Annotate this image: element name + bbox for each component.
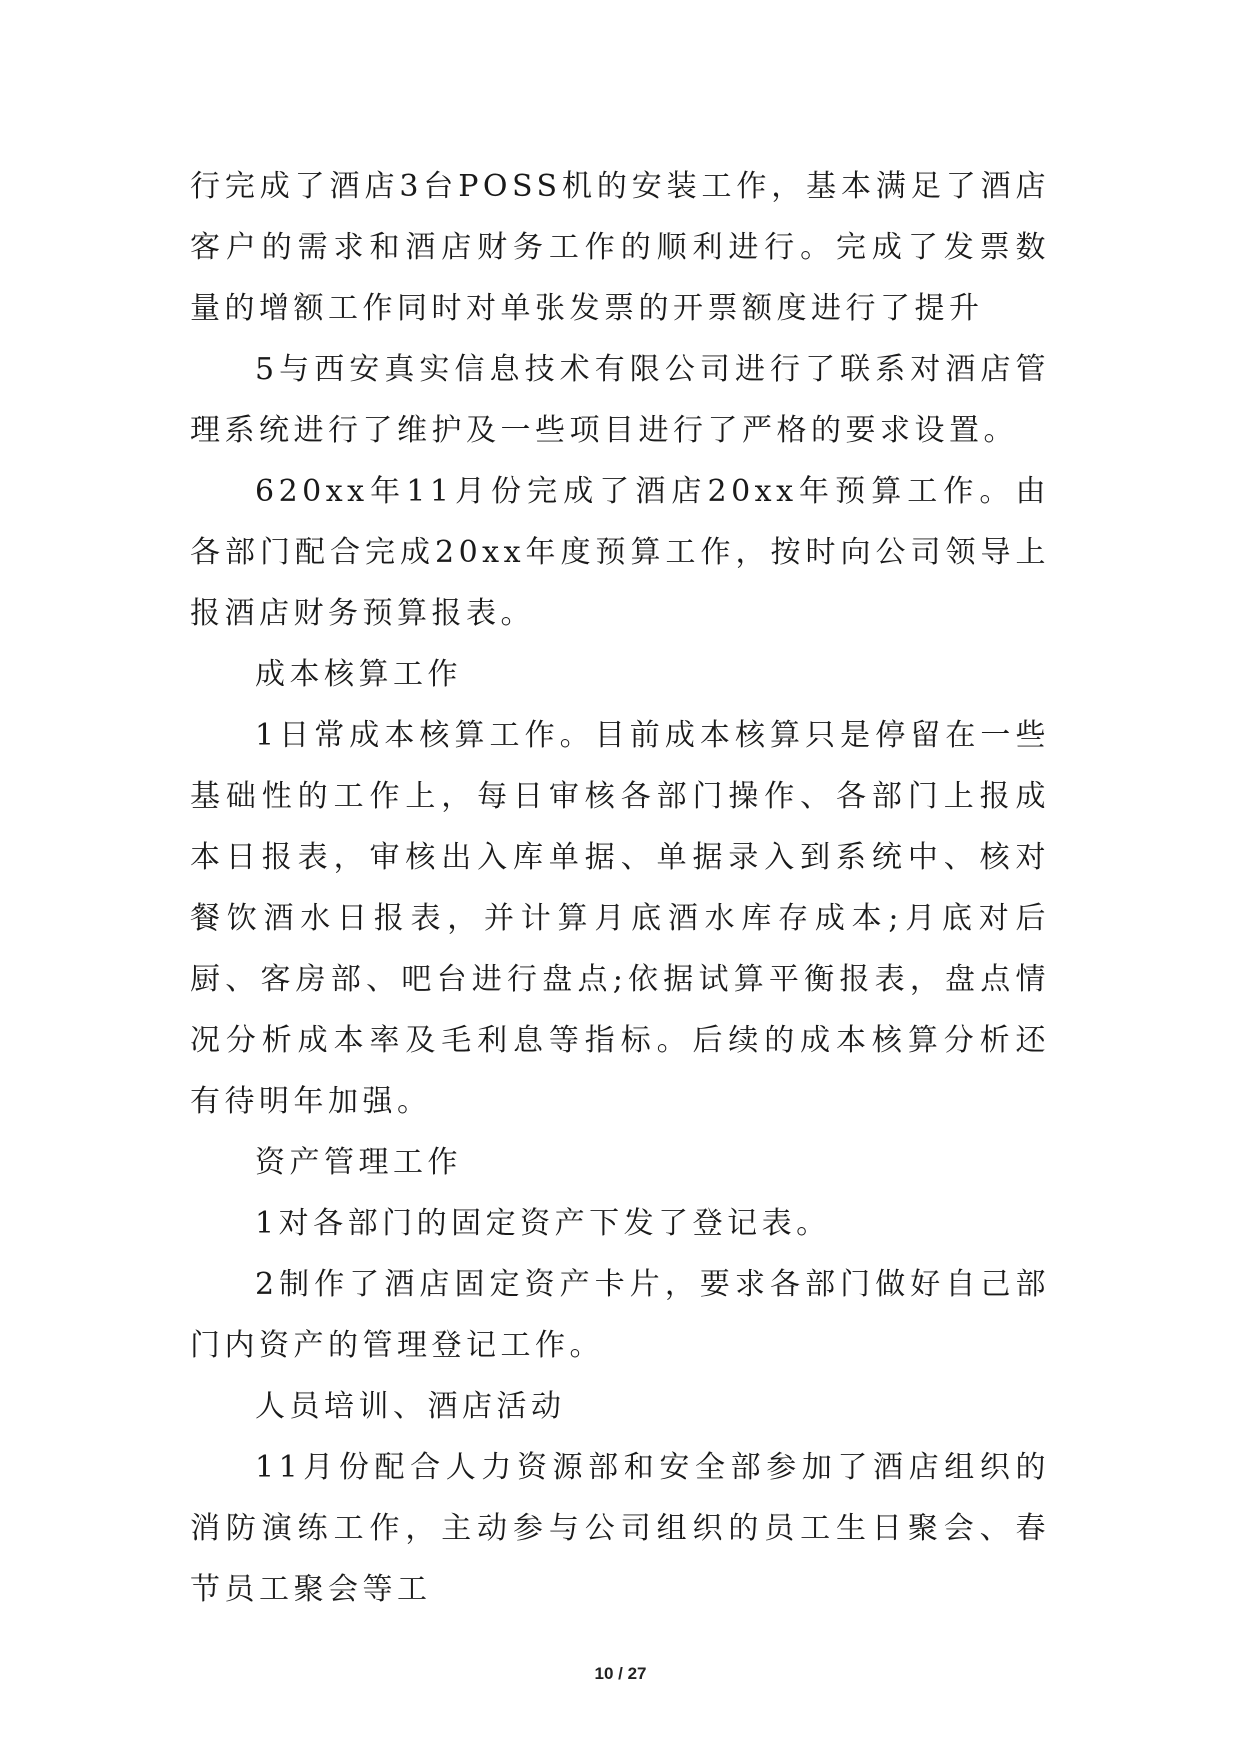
section-heading-training-activities: 人员培训、酒店活动 (255, 1389, 566, 1424)
section-heading-cost-accounting: 成本核算工作 (255, 657, 462, 692)
paragraph-asset-registration: 1对各部门的固定资产下发了登记表。 (255, 1206, 831, 1241)
paragraph-fire-drill: 11月份配合人力资源部和安全部参加了酒店组织的消防演练工作，主动参与公司组织的员工生日聚会、春节员工聚会等工 (190, 1450, 1050, 1607)
page-number: 10 / 27 (594, 1664, 647, 1683)
paragraph-daily-cost-accounting: 1日常成本核算工作。目前成本核算只是停留在一些基础性的工作上，每日审核各部门操作、各部门上报成本日报表，审核出入库单据、单据录入到系统中、核对餐饮酒水日报表，并计算月底酒水库存成本;月底对后厨、客房部、吧台进行盘点;依据试算平衡报表，盘点情况分析成本率及毛利息等指标。后续的成本核算分析还有待明年加强。 (190, 718, 1050, 1119)
paragraph-pos-installation: 行完成了酒店3台POSS机的安装工作，基本满足了酒店客户的需求和酒店财务工作的顺利进行。完成了发票数量的增额工作同时对单张发票的开票额度进行了提升 (190, 169, 1050, 326)
paragraph-budget-work: 620xx年11月份完成了酒店20xx年预算工作。由各部门配合完成20xx年度预算工作，按时向公司领导上报酒店财务预算报表。 (190, 474, 1050, 631)
section-heading-asset-management: 资产管理工作 (255, 1145, 462, 1180)
paragraph-system-maintenance: 5与西安真实信息技术有限公司进行了联系对酒店管理系统进行了维护及一些项目进行了严格的要求设置。 (190, 352, 1050, 448)
paragraph-asset-cards: 2制作了酒店固定资产卡片，要求各部门做好自己部门内资产的管理登记工作。 (190, 1267, 1050, 1363)
body-text (190, 156, 1050, 1620)
